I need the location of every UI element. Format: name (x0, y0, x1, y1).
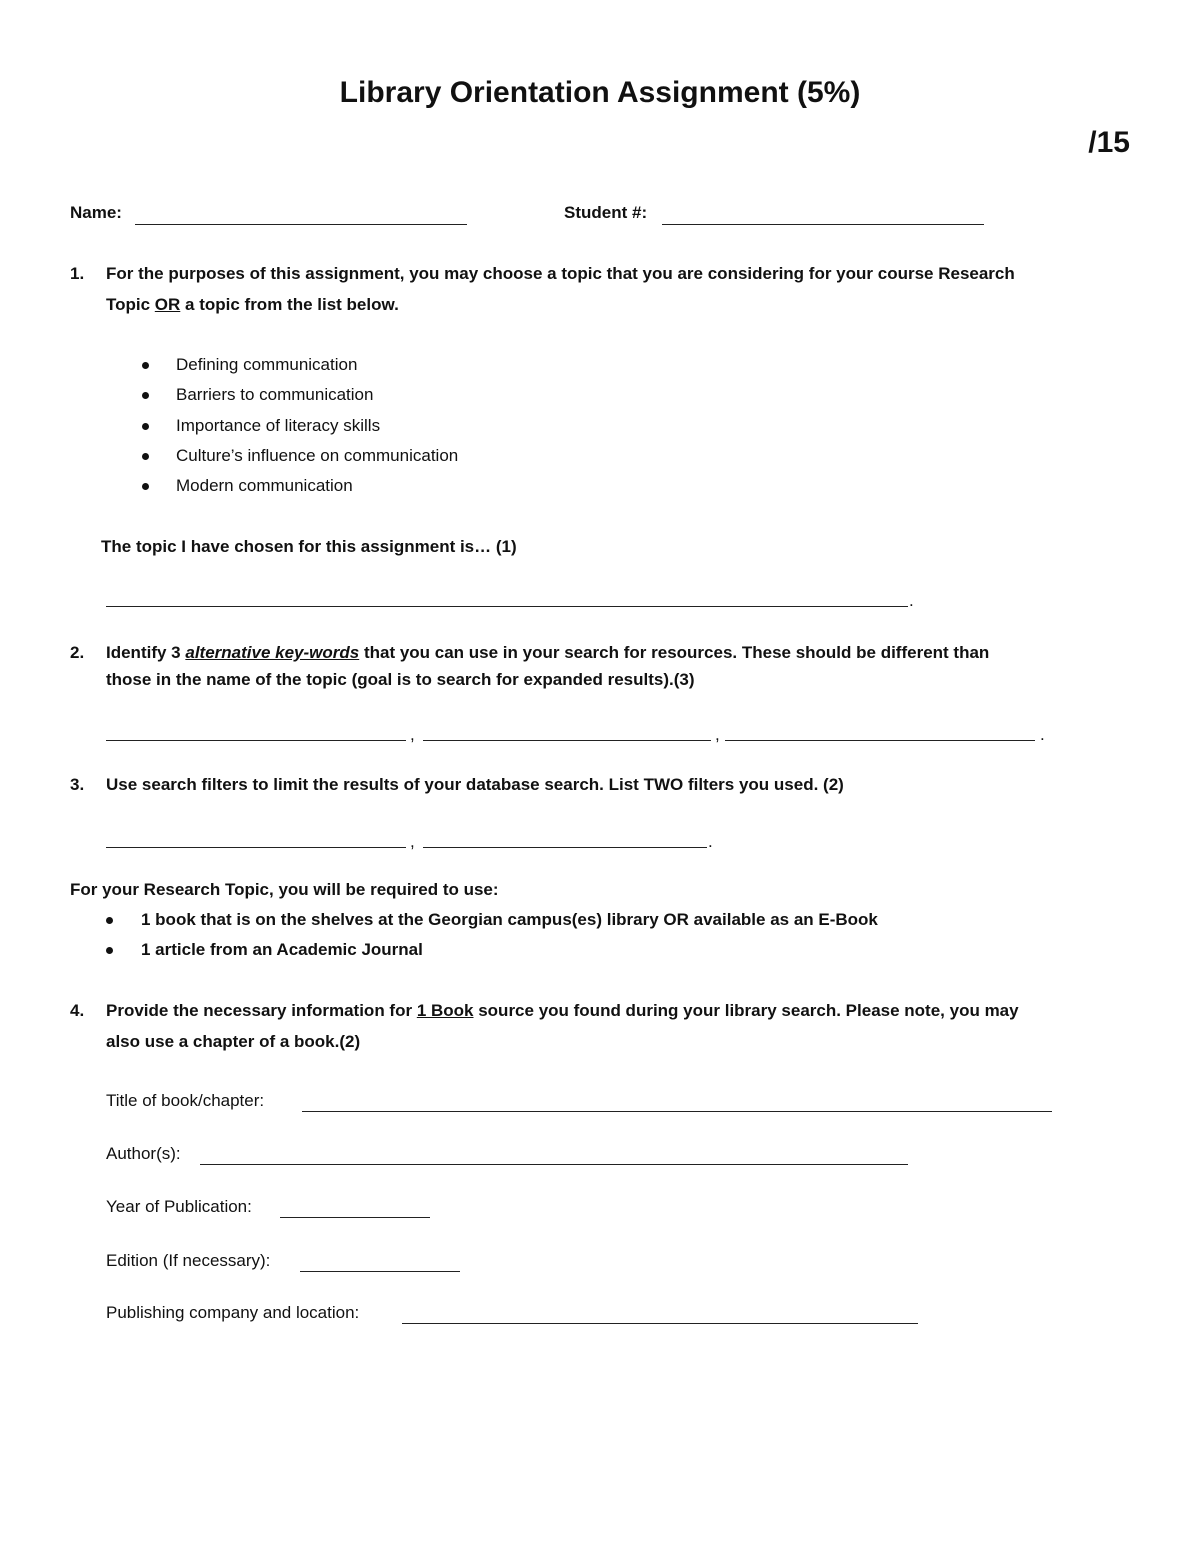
topic-item: Importance of literacy skills (176, 416, 381, 435)
student-number-label: Student #: (564, 203, 648, 222)
requirement-item: 1 article from an Academic Journal (141, 940, 423, 959)
name-field[interactable] (135, 224, 467, 225)
page-title: Library Orientation Assignment (5%) (339, 76, 861, 109)
filter-field-2[interactable] (423, 847, 707, 848)
bullet-icon (106, 917, 113, 924)
bullet-icon (142, 362, 149, 369)
q2-text-line1: Identify 3 alternative key-words that you can use in your search for resources. These should be different than (106, 643, 990, 662)
authors-field[interactable] (200, 1164, 908, 1165)
bullet-icon (106, 947, 113, 954)
keyword-field-3[interactable] (725, 740, 1035, 741)
keyword-field-1[interactable] (106, 740, 406, 741)
chosen-topic-prompt: The topic I have chosen for this assignment is… (1) (101, 537, 517, 556)
q2-number: 2. (70, 643, 85, 662)
student-number-field[interactable] (662, 224, 984, 225)
requirements-intro: For your Research Topic, you will be required to use: (70, 880, 499, 899)
q3-number: 3. (70, 775, 85, 794)
year-field[interactable] (280, 1217, 430, 1218)
authors-label: Author(s): (106, 1144, 181, 1163)
q4-number: 4. (70, 1001, 85, 1020)
edition-field[interactable] (300, 1271, 460, 1272)
book-title-label: Title of book/chapter: (106, 1091, 265, 1110)
chosen-topic-period: . (909, 591, 914, 610)
bullet-icon (142, 392, 149, 399)
q2-text-line2: those in the name of the topic (goal is to search for expanded results).(3) (106, 670, 695, 689)
chosen-topic-field[interactable] (106, 606, 908, 607)
filter-field-1[interactable] (106, 847, 406, 848)
topic-item: Barriers to communication (176, 385, 374, 404)
keyword-separator: , (410, 725, 415, 744)
filter-period: . (708, 832, 713, 851)
q1-text-line1: For the purposes of this assignment, you may choose a topic that you are considering for your course Research (106, 264, 1015, 283)
publisher-field[interactable] (402, 1323, 918, 1324)
q4-text-line2: also use a chapter of a book.(2) (106, 1032, 361, 1051)
topic-item: Defining communication (176, 355, 358, 374)
q1-text-line2: Topic OR a topic from the list below. (106, 295, 399, 314)
name-label: Name: (70, 203, 122, 222)
bullet-icon (142, 423, 149, 430)
year-label: Year of Publication: (106, 1197, 252, 1216)
keyword-period: . (1040, 725, 1045, 744)
keyword-field-2[interactable] (423, 740, 711, 741)
topic-item: Culture’s influence on communication (176, 446, 459, 465)
filter-separator: , (410, 832, 415, 851)
requirement-item: 1 book that is on the shelves at the Georgian campus(es) library OR available as an E-Book (141, 910, 878, 929)
edition-label: Edition (If necessary): (106, 1251, 271, 1270)
keyword-separator: , (715, 725, 720, 744)
q3-text: Use search filters to limit the results of your database search. List TWO filters you used. (2) (106, 775, 844, 794)
bullet-icon (142, 453, 149, 460)
bullet-icon (142, 483, 149, 490)
score-total: /15 (1088, 126, 1130, 159)
q4-text-line1: Provide the necessary information for 1 Book source you found during your library search. Please note, you may (106, 1001, 1019, 1020)
q1-number: 1. (70, 264, 85, 283)
book-title-field[interactable] (302, 1111, 1052, 1112)
publisher-label: Publishing company and location: (106, 1303, 360, 1322)
topic-item: Modern communication (176, 476, 353, 495)
